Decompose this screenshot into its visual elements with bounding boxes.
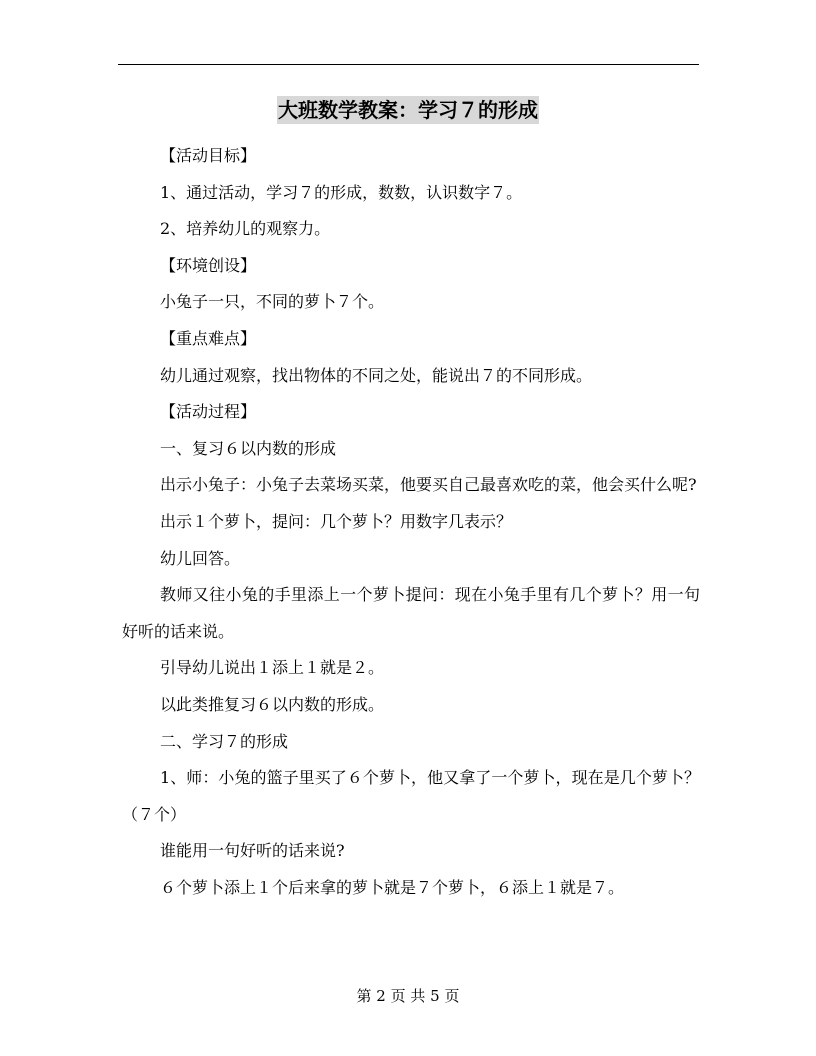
paragraph: 2、培养幼儿的观察力。 bbox=[160, 219, 331, 239]
paragraph: 幼儿回答。 bbox=[160, 548, 241, 568]
section-heading-goals: 【活动目标】 bbox=[160, 146, 257, 165]
header-rule bbox=[118, 64, 699, 65]
paragraph: 1、师：小兔的篮子里买了６个萝卜，他又拿了一个萝卜，现在是几个萝卜？（７个） bbox=[122, 768, 700, 824]
paragraph: 出示１个萝卜，提问：几个萝卜？用数字几表示？ bbox=[160, 511, 513, 531]
paragraph: 出示小兔子：小兔子去菜场买菜，他要买自己最喜欢吃的菜，他会买什么呢? bbox=[160, 475, 697, 495]
paragraph: 小兔子一只，不同的萝卜７个。 bbox=[160, 292, 385, 312]
paragraph: 二、学习７的形成 bbox=[160, 731, 289, 751]
page-footer: 第 2 页 共 5 页 bbox=[356, 987, 460, 1005]
paragraph: 1、通过活动，学习７的形成，数数，认识数字７。 bbox=[160, 182, 523, 202]
paragraph: 谁能用一句好听的话来说? bbox=[160, 841, 345, 861]
paragraph: 以此类推复习６以内数的形成。 bbox=[160, 694, 385, 714]
paragraph: ６个萝卜添上１个后来拿的萝卜就是７个萝卜，６添上１就是７。 bbox=[160, 877, 625, 897]
section-heading-key-points: 【重点难点】 bbox=[160, 328, 257, 348]
paragraph: 一、复习６以内数的形成 bbox=[160, 438, 337, 458]
title-container bbox=[0, 96, 816, 124]
paragraph: 幼儿通过观察，找出物体的不同之处，能说出７的不同形成。 bbox=[160, 365, 593, 385]
section-heading-environment: 【环境创设】 bbox=[160, 255, 257, 275]
document-title: 大班数学教案：学习７的形成 bbox=[278, 98, 538, 122]
paragraph: 引导幼儿说出１添上１就是２。 bbox=[160, 658, 385, 678]
paragraph: 教师又往小兔的手里添上一个萝卜提问：现在小兔手里有几个萝卜？用一句好听的话来说。 bbox=[122, 585, 700, 641]
section-heading-process: 【活动过程】 bbox=[160, 402, 257, 422]
document-body bbox=[122, 138, 700, 906]
